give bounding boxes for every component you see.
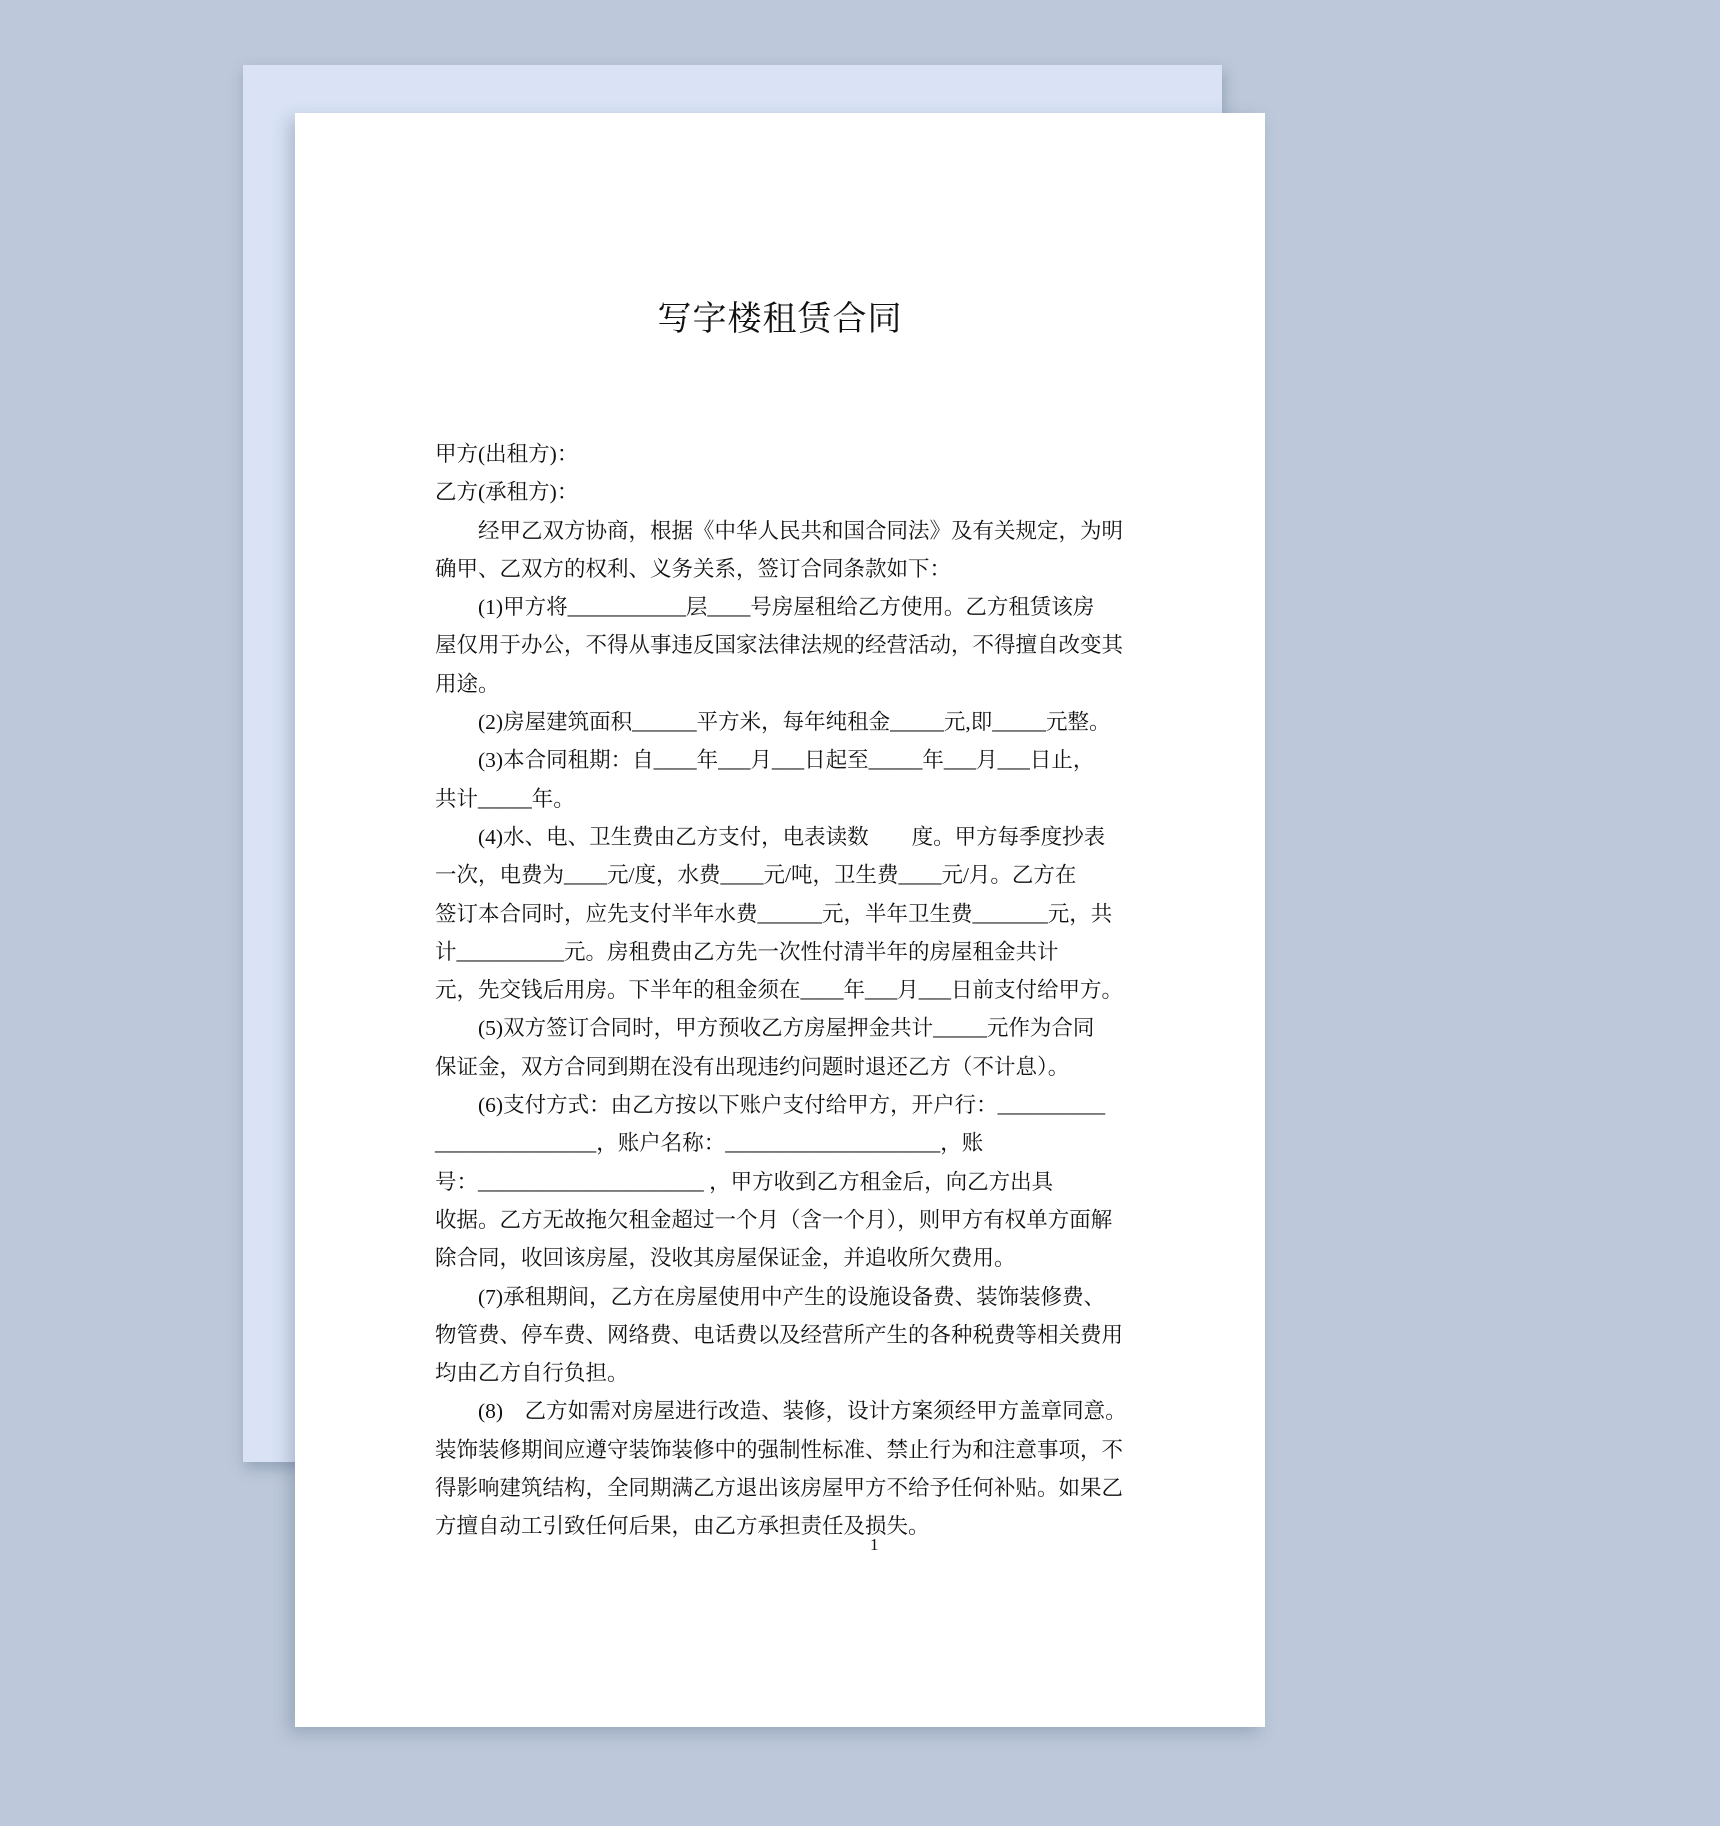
text-line: 确甲、乙双方的权利、义务关系，签订合同条款如下：: [435, 556, 952, 581]
text-line: (6)支付方式：由乙方按以下账户支付给甲方，开户行：__________: [435, 1093, 1106, 1118]
text-line: 得影响建筑结构，全同期满乙方退出该房屋甲方不给予任何补贴。如果乙: [435, 1476, 1124, 1501]
text-line: 元，先交钱后用房。下半年的租金须在____年___月___日前支付给甲方。: [435, 978, 1124, 1003]
text-line: 装饰装修期间应遵守装饰装修中的强制性标准、禁止行为和注意事项，不: [435, 1437, 1124, 1462]
text-line: 方擅自动工引致任何后果，由乙方承担责任及损失。: [435, 1514, 930, 1539]
text-line: 共计_____年。: [435, 786, 575, 811]
text-line: (4)水、电、卫生费由乙方支付，电表读数 度。甲方每季度抄表: [435, 824, 1106, 849]
text-line: 物管费、停车费、网络费、电话费以及经营所产生的各种税费等相关费用: [435, 1322, 1124, 1347]
text-line: (7)承租期间，乙方在房屋使用中产生的设施设备费、装饰装修费、: [435, 1284, 1106, 1309]
text-line: 屋仅用于办公，不得从事违反国家法律法规的经营活动，不得擅自改变其: [435, 633, 1124, 658]
text-line: 除合同，收回该房屋，没收其房屋保证金，并追收所欠费用。: [435, 1246, 1016, 1271]
document-title: 写字楼租赁合同: [657, 301, 903, 338]
text-line: _______________，账户名称：____________________，账: [435, 1131, 984, 1156]
document-body: [435, 435, 1127, 1546]
text-line: 保证金，双方合同到期在没有出现违约问题时退还乙方（不计息）。: [435, 1054, 1070, 1079]
page-number: 1: [870, 1535, 879, 1554]
text-line: (2)房屋建筑面积______平方米，每年纯租金_____元,即_____元整。: [435, 710, 1111, 735]
text-line: 签订本合同时，应先支付半年水费______元，半年卫生费_______元，共: [435, 901, 1113, 926]
text-line: (5)双方签订合同时，甲方预收乙方房屋押金共计_____元作为合同: [435, 1016, 1095, 1041]
text-line: 一次，电费为____元/度，水费____元/吨，卫生费____元/月。乙方在: [435, 863, 1077, 888]
text-line: 用途。: [435, 671, 500, 696]
text-line: 经甲乙双方协商，根据《中华人民共和国合同法》及有关规定，为明: [435, 518, 1124, 543]
text-line: 计__________元。房租费由乙方先一次性付清半年的房屋租金共计: [435, 939, 1059, 964]
text-line: (3)本合同租期：自____年___月___日起至_____年___月___日止，: [435, 748, 1095, 773]
text-line: (8) 乙方如需对房屋进行改造、装修，设计方案须经甲方盖章同意。: [435, 1399, 1127, 1424]
document-page: [295, 113, 1265, 1727]
text-line: 均由乙方自行负担。: [435, 1361, 629, 1386]
text-line: 甲方(出租方)：: [435, 442, 579, 466]
text-line: (1)甲方将___________层____号房屋租给乙方使用。乙方租赁该房: [435, 595, 1095, 620]
text-line: 号：_____________________ ，甲方收到乙方租金后，向乙方出具: [435, 1169, 1054, 1194]
text-line: 乙方(承租方)：: [435, 480, 579, 505]
text-line: 收据。乙方无故拖欠租金超过一个月（含一个月），则甲方有权单方面解: [435, 1207, 1113, 1232]
